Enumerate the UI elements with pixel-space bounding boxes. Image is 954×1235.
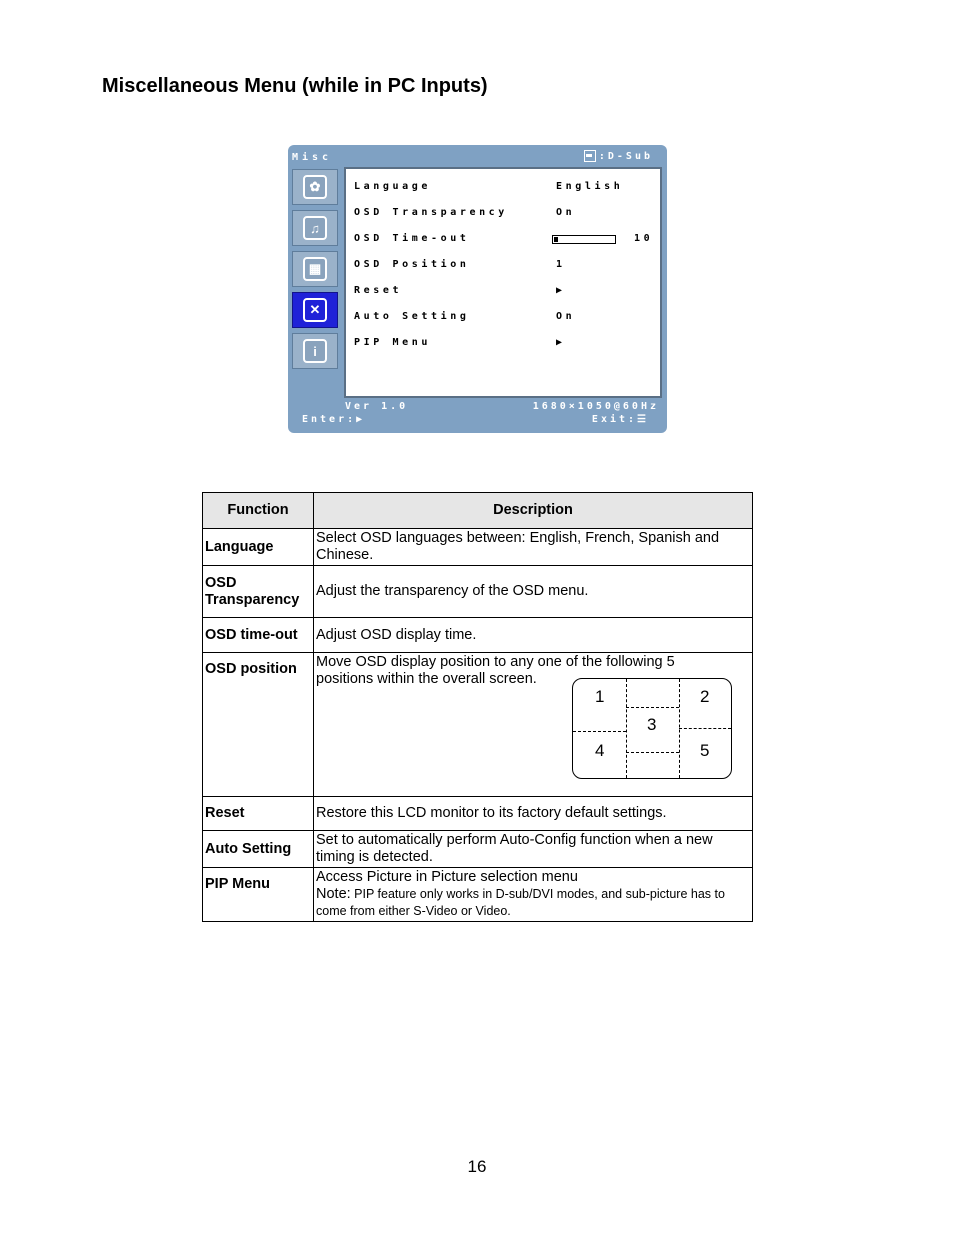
osd-row-value: On [556, 311, 576, 322]
osd-time-out-slider[interactable] [552, 235, 616, 244]
osd-row-value: 1 [556, 259, 566, 270]
information-icon[interactable]: i [292, 333, 338, 369]
function-table [202, 492, 753, 922]
description-cell: Select OSD languages between: English, French, Spanish and Chinese. [314, 529, 753, 566]
picture-icon[interactable]: ▦ [292, 251, 338, 287]
table-row [203, 653, 753, 797]
osd-input-source [584, 150, 653, 162]
osd-position-diagram [572, 678, 732, 779]
page-number: 16 [467, 1157, 487, 1176]
position-label: 1 [595, 687, 605, 706]
osd-row-osd-transparency[interactable] [354, 207, 576, 221]
description-cell: Set to automatically perform Auto-Config function when a new timing is detected. [314, 831, 753, 868]
table-row [203, 618, 753, 653]
description-cell: Adjust OSD display time. [314, 618, 753, 653]
osd-row-value: On [556, 207, 576, 218]
arrow-right-icon: ▶ [556, 285, 566, 296]
function-cell: PIP Menu [203, 868, 314, 922]
column-header-function: Function [203, 493, 314, 529]
description-cell [314, 868, 753, 922]
osd-row-osd-position[interactable] [354, 259, 566, 273]
description-text: Move OSD display position to any one of the following 5 positions within the overall screen. [316, 654, 675, 687]
input-source-icon [584, 150, 596, 162]
osd-row-label: Auto Setting [354, 311, 470, 322]
function-cell: Language [203, 529, 314, 566]
arrow-right-icon: ▶ [556, 337, 566, 348]
osd-row-label: Language [354, 181, 431, 192]
description-cell [314, 653, 753, 797]
table-header-row [203, 493, 753, 529]
position-label: 4 [595, 741, 605, 760]
note-label: Note: [316, 886, 351, 902]
note-text: PIP feature only works in D-sub/DVI modes, and sub-picture has to come from either S-Video or Video. [316, 887, 725, 918]
osd-row-label: OSD Time-out [354, 233, 470, 244]
table-row [203, 797, 753, 831]
table-row [203, 566, 753, 618]
table-row [203, 868, 753, 922]
osd-row-osd-time-out[interactable] [354, 233, 654, 247]
table-row [203, 831, 753, 868]
description-cell: Adjust the transparency of the OSD menu. [314, 566, 753, 618]
osd-menu-screenshot [288, 145, 667, 433]
page-title: Miscellaneous Menu (while in PC Inputs) [102, 75, 488, 97]
osd-row-reset[interactable] [354, 285, 566, 299]
osd-category-icons [292, 169, 340, 374]
function-cell: OSD position [203, 653, 314, 797]
osd-row-auto-setting[interactable] [354, 311, 576, 325]
osd-row-label: OSD Transparency [354, 207, 508, 218]
osd-row-value: English [556, 181, 624, 192]
position-label: 5 [700, 741, 710, 760]
osd-row-value: 10 [634, 233, 654, 244]
osd-exit-hint: Exit:☰ [591, 414, 649, 425]
osd-menu-title: Misc [292, 152, 333, 163]
osd-version: Ver 1.0 [345, 401, 409, 412]
function-cell: OSD time-out [203, 618, 314, 653]
osd-resolution: 1680×1050@60Hz [532, 401, 659, 412]
description-text: Access Picture in Picture selection menu [316, 869, 578, 885]
osd-enter-hint: Enter:▶ [302, 414, 366, 425]
function-cell: OSD Transparency [203, 566, 314, 618]
osd-row-language[interactable] [354, 181, 624, 195]
osd-settings-panel [344, 167, 662, 398]
function-cell: Auto Setting [203, 831, 314, 868]
osd-row-label: PIP Menu [354, 337, 431, 348]
function-cell: Reset [203, 797, 314, 831]
osd-row-pip-menu[interactable] [354, 337, 566, 351]
misc-tools-icon[interactable]: ✕ [292, 292, 338, 328]
column-header-description: Description [314, 493, 753, 529]
color-icon[interactable]: ✿ [292, 169, 338, 205]
osd-input-source-label: :D-Sub [598, 150, 653, 162]
position-label: 2 [700, 687, 710, 706]
position-label: 3 [647, 715, 657, 734]
description-cell: Restore this LCD monitor to its factory default settings. [314, 797, 753, 831]
audio-icon[interactable]: ♫ [292, 210, 338, 246]
osd-row-label: OSD Position [354, 259, 470, 270]
table-row [203, 529, 753, 566]
osd-row-label: Reset [354, 285, 403, 296]
